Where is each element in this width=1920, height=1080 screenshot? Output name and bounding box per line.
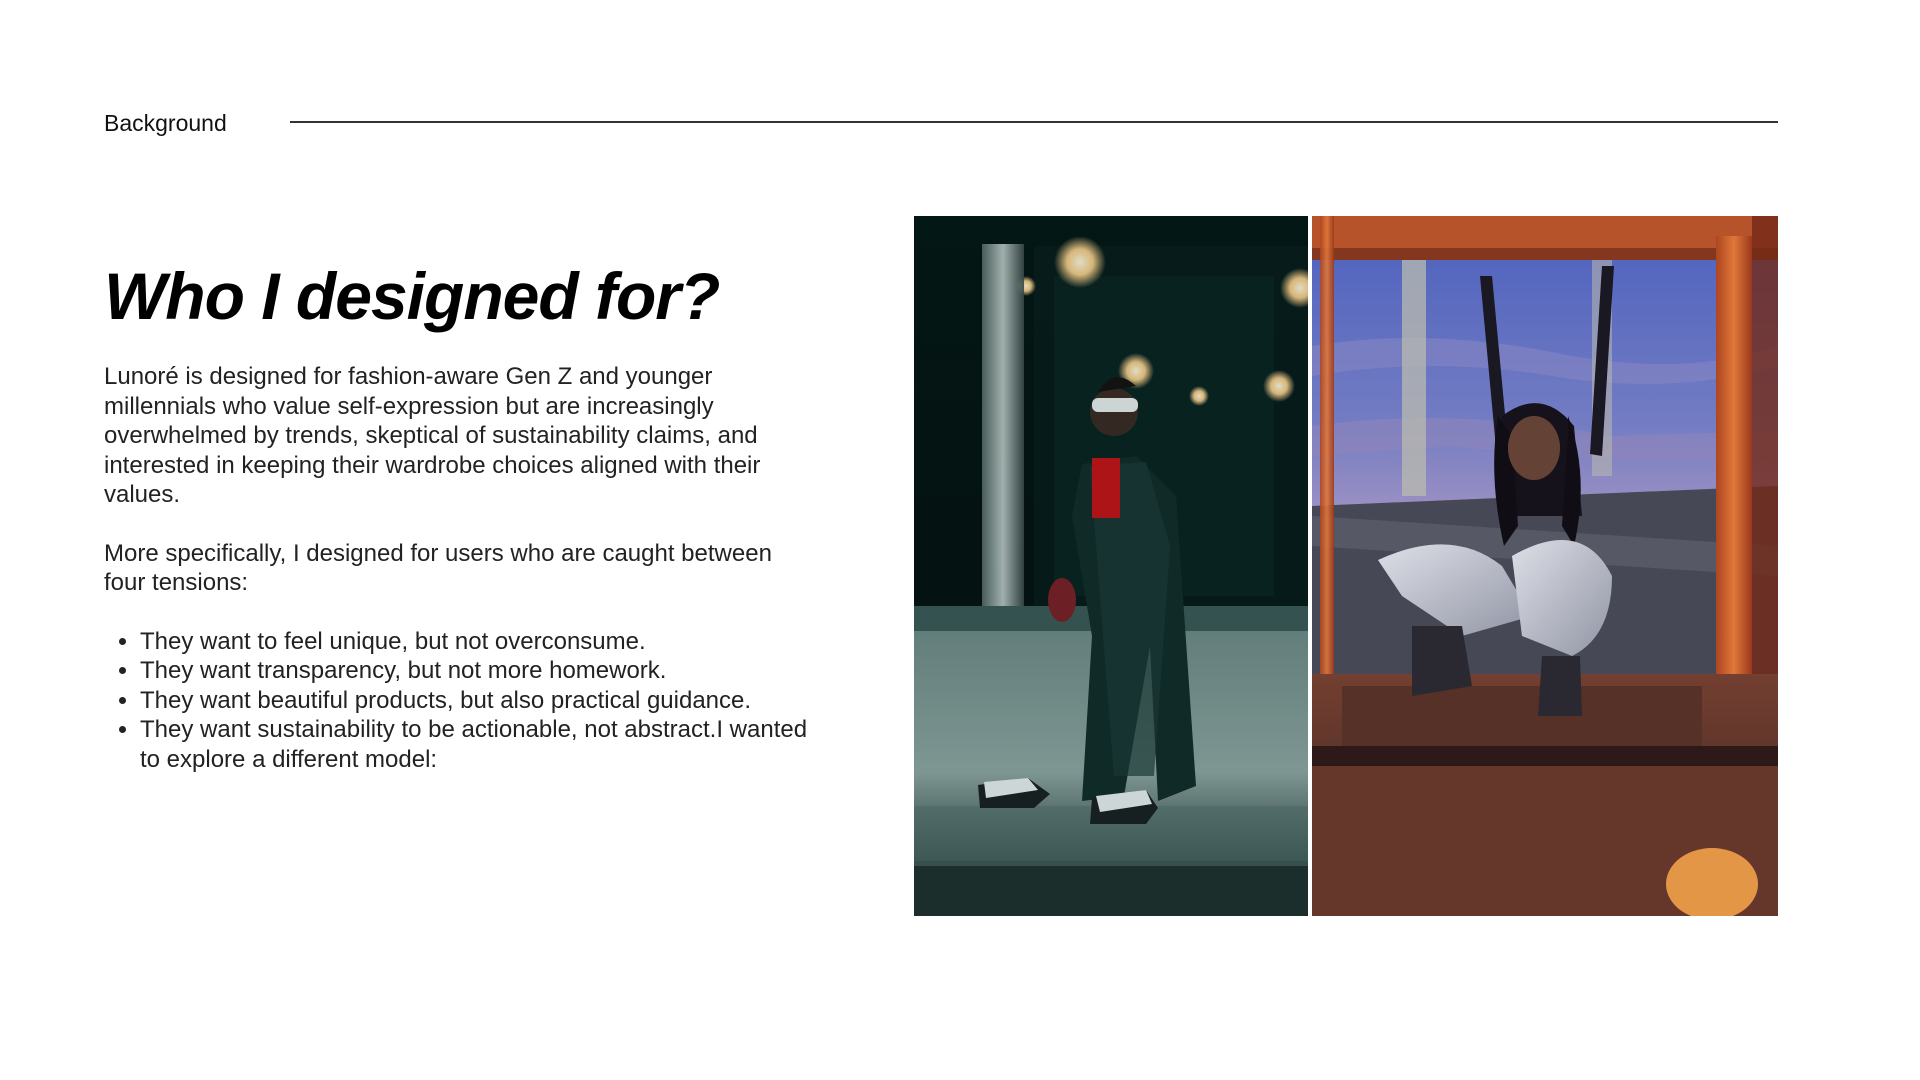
section-divider [290, 121, 1778, 123]
photo-dusk-railing [1312, 216, 1778, 916]
list-item: • They want sustainability to be actionable, not abstract.I wanted to explore a different model: [140, 715, 824, 774]
body-copy [104, 362, 824, 774]
list-item: • They want beautiful products, but also practical guidance. [140, 686, 824, 716]
photo-night-street-image [914, 216, 1308, 916]
photo-night-street [914, 216, 1308, 916]
list-item: • They want to feel unique, but not overconsume. [140, 627, 824, 657]
list-item: • They want transparency, but not more homework. [140, 656, 824, 686]
page-title: Who I designed for? [104, 259, 720, 333]
tensions-intro-paragraph: More specifically, I designed for users who are caught between four tensions: [104, 539, 772, 596]
section-label: Background [104, 110, 227, 136]
intro-paragraph: Lunoré is designed for fashion-aware Gen Z and younger millennials who value self-expression but are increasingly overwhelmed by trends, skeptical of sustainability claims, and interested in keeping their wardrobe choices aligned with their values. [104, 363, 761, 508]
tensions-list [104, 627, 824, 775]
photo-dusk-railing-image [1312, 216, 1778, 916]
